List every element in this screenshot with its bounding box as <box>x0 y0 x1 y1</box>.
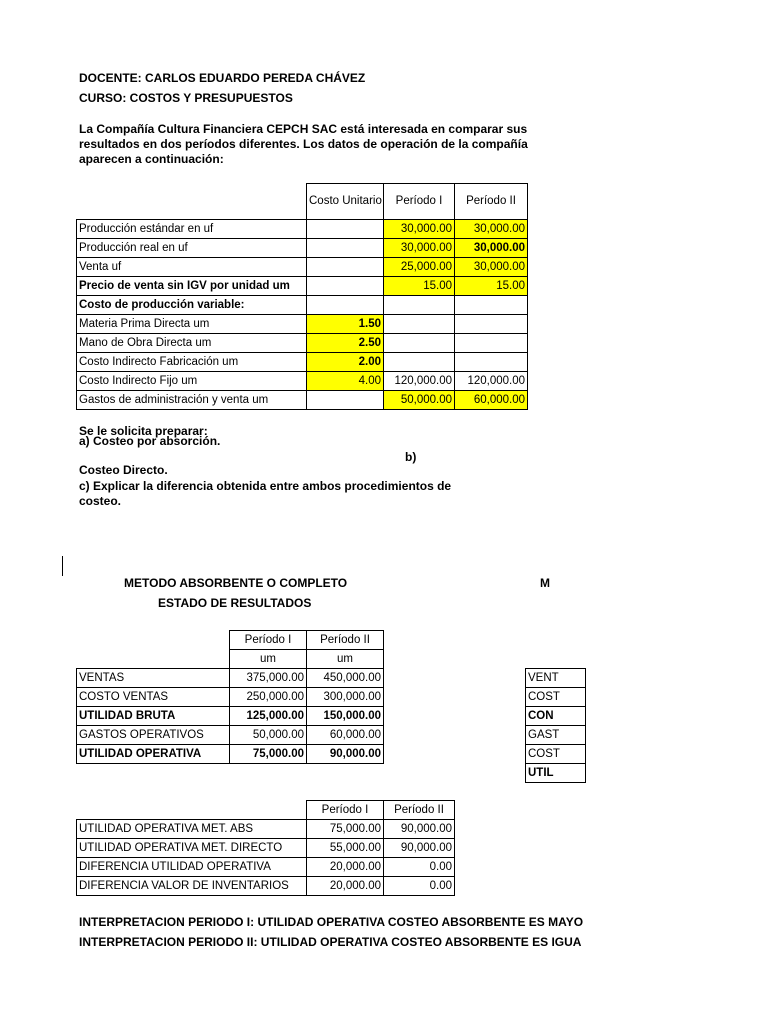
intro-paragraph: La Compañía Cultura Financiera CEPCH SAC está interesada en comparar sus resultados en dos períodos diferentes. Los datos de operación de la compañía aparecen a continuación: <box>79 122 528 166</box>
absorbente-title: METODO ABSORBENTE O COMPLETO <box>124 576 348 590</box>
p2-cell: 30,000.00 <box>455 220 528 239</box>
table-row <box>77 877 455 896</box>
table-row <box>77 391 528 410</box>
row-label: Costo Indirecto Fabricación um <box>77 353 307 372</box>
p2-cell: 30,000.00 <box>455 239 528 258</box>
task-a: a) Costeo por absorción. <box>79 434 221 448</box>
interpretation-block <box>79 912 584 952</box>
p1-cell: 15.00 <box>384 277 455 296</box>
row-label: DIFERENCIA VALOR DE INVENTARIOS <box>77 877 307 896</box>
p1-cell: 20,000.00 <box>307 877 384 896</box>
p2-cell <box>455 296 528 315</box>
table-row <box>77 669 384 688</box>
header-period-1: Período I <box>384 184 455 220</box>
table-row <box>77 258 528 277</box>
header-blank <box>77 801 307 820</box>
task-b-marker: b) <box>405 450 417 464</box>
p2-cell <box>455 334 528 353</box>
table-row <box>526 726 586 745</box>
interpretation-period-2: INTERPRETACION PERIODO II: UTILIDAD OPERATIVA COSTEO ABSORBENTE ES IGUA <box>79 935 582 949</box>
course-line: CURSO: COSTOS Y PRESUPUESTOS <box>79 91 293 105</box>
p2-cell: 60,000.00 <box>455 391 528 410</box>
unit-period-2: um <box>307 650 384 669</box>
task-c: c) Explicar la diferencia obtenida entre ambos procedimientos de costeo. <box>79 479 452 508</box>
unit-cell <box>307 220 384 239</box>
table-row <box>77 820 455 839</box>
row-label: Venta uf <box>77 258 307 277</box>
row-label: UTILIDAD OPERATIVA MET. ABS <box>77 820 307 839</box>
p1-cell: 250,000.00 <box>230 688 307 707</box>
directo-income-table <box>525 668 586 783</box>
row-label: GAST <box>526 726 586 745</box>
p1-cell <box>384 334 455 353</box>
header-period-2: Período II <box>455 184 528 220</box>
table-row <box>77 239 528 258</box>
p2-cell: 15.00 <box>455 277 528 296</box>
p1-cell: 120,000.00 <box>384 372 455 391</box>
comparison-table <box>76 800 455 896</box>
p1-cell: 25,000.00 <box>384 258 455 277</box>
interpretation-period-1: INTERPRETACION PERIODO I: UTILIDAD OPERATIVA COSTEO ABSORBENTE ES MAYO <box>79 915 584 929</box>
table-units-row <box>77 650 384 669</box>
unit-period-1: um <box>230 650 307 669</box>
header-period-2: Período II <box>307 631 384 650</box>
row-label: CON <box>526 707 586 726</box>
header-period-2: Período II <box>384 801 455 820</box>
row-label: UTILIDAD OPERATIVA MET. DIRECTO <box>77 839 307 858</box>
row-label: VENTAS <box>77 669 230 688</box>
teacher-line: DOCENTE: CARLOS EDUARDO PEREDA CHÁVEZ <box>79 71 366 85</box>
p2-cell: 0.00 <box>384 877 455 896</box>
unit-cell: 4.00 <box>307 372 384 391</box>
table-row <box>77 745 384 764</box>
table-row <box>526 669 586 688</box>
unit-cell: 1.50 <box>307 315 384 334</box>
p1-cell: 50,000.00 <box>384 391 455 410</box>
table-header-row <box>77 801 455 820</box>
row-label: UTILIDAD OPERATIVA <box>77 745 230 764</box>
p2-cell: 90,000.00 <box>384 820 455 839</box>
table-row <box>77 353 528 372</box>
directo-table-clip <box>525 668 560 783</box>
row-label: Costo Indirecto Fijo um <box>77 372 307 391</box>
p2-cell: 300,000.00 <box>307 688 384 707</box>
p1-cell: 50,000.00 <box>230 726 307 745</box>
table-header-row <box>77 184 528 220</box>
p2-cell: 90,000.00 <box>384 839 455 858</box>
header-blank <box>77 650 230 669</box>
table-row <box>77 839 455 858</box>
row-label: GASTOS OPERATIVOS <box>77 726 230 745</box>
table-row <box>77 707 384 726</box>
task-b-text: Costeo Directo. <box>79 463 168 477</box>
table-row <box>526 764 586 783</box>
row-label: VENT <box>526 669 586 688</box>
p1-cell: 75,000.00 <box>307 820 384 839</box>
header-blank <box>77 631 230 650</box>
p1-cell: 75,000.00 <box>230 745 307 764</box>
table-row <box>77 372 528 391</box>
p1-cell: 30,000.00 <box>384 220 455 239</box>
p2-cell: 30,000.00 <box>455 258 528 277</box>
table-row <box>77 296 528 315</box>
unit-cell: 2.00 <box>307 353 384 372</box>
p2-cell: 450,000.00 <box>307 669 384 688</box>
row-label: COST <box>526 745 586 764</box>
p1-cell: 125,000.00 <box>230 707 307 726</box>
absorbente-income-table <box>76 630 384 764</box>
operating-data-table <box>76 183 528 410</box>
p1-cell: 20,000.00 <box>307 858 384 877</box>
absorbente-subtitle: ESTADO DE RESULTADOS <box>158 596 312 610</box>
table-row <box>526 745 586 764</box>
row-label: Producción real en uf <box>77 239 307 258</box>
table-row <box>77 858 455 877</box>
p2-cell <box>455 315 528 334</box>
row-label: Precio de venta sin IGV por unidad um <box>77 277 307 296</box>
p1-cell <box>384 296 455 315</box>
p2-cell <box>455 353 528 372</box>
p1-cell <box>384 353 455 372</box>
row-label: COSTO VENTAS <box>77 688 230 707</box>
unit-cell <box>307 239 384 258</box>
table-row <box>526 688 586 707</box>
header-unit-cost: Costo Unitario <box>307 184 384 220</box>
unit-cell <box>307 391 384 410</box>
p1-cell: 55,000.00 <box>307 839 384 858</box>
unit-cell <box>307 277 384 296</box>
table-row <box>77 277 528 296</box>
table-row <box>77 688 384 707</box>
p2-cell: 120,000.00 <box>455 372 528 391</box>
row-label: UTIL <box>526 764 586 783</box>
row-label: COST <box>526 688 586 707</box>
task-intro: Se le solicita preparar: <box>79 424 208 438</box>
p1-cell: 30,000.00 <box>384 239 455 258</box>
p2-cell: 150,000.00 <box>307 707 384 726</box>
table-header-row <box>77 631 384 650</box>
row-label: DIFERENCIA UTILIDAD OPERATIVA <box>77 858 307 877</box>
unit-cell <box>307 258 384 277</box>
text-cursor <box>62 556 63 576</box>
table-row <box>77 726 384 745</box>
p1-cell: 375,000.00 <box>230 669 307 688</box>
row-label: Gastos de administración y venta um <box>77 391 307 410</box>
row-label: Mano de Obra Directa um <box>77 334 307 353</box>
directo-title-partial: M <box>540 576 550 590</box>
table-row <box>526 707 586 726</box>
header-period-1: Período I <box>230 631 307 650</box>
unit-cell: 2.50 <box>307 334 384 353</box>
row-label: Producción estándar en uf <box>77 220 307 239</box>
table-row <box>77 220 528 239</box>
header-blank <box>77 184 307 220</box>
table-row <box>77 315 528 334</box>
row-label: Costo de producción variable: <box>77 296 307 315</box>
unit-cell <box>307 296 384 315</box>
p1-cell <box>384 315 455 334</box>
p2-cell: 60,000.00 <box>307 726 384 745</box>
p2-cell: 0.00 <box>384 858 455 877</box>
header-period-1: Período I <box>307 801 384 820</box>
table-row <box>77 334 528 353</box>
p2-cell: 90,000.00 <box>307 745 384 764</box>
row-label: UTILIDAD BRUTA <box>77 707 230 726</box>
row-label: Materia Prima Directa um <box>77 315 307 334</box>
